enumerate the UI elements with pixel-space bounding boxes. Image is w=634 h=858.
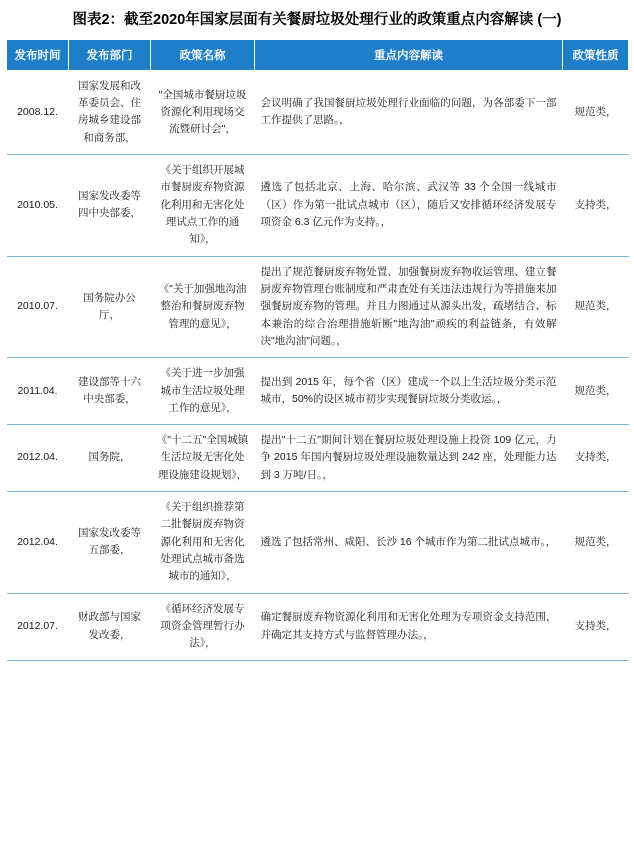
- cell-date: 2011.04.: [7, 358, 69, 425]
- cell-date: 2010.07.: [7, 256, 69, 358]
- table-body: [7, 70, 629, 660]
- cell-department: 国务院，: [69, 425, 151, 492]
- cell-department: 国家发展和改革委员会、住房城乡建设部和商务部，: [69, 70, 151, 154]
- cell-key-content: 提出"十二五"期间计划在餐厨垃圾处理设施上投资 109 亿元，力争 2015 年国内餐厨垃圾处理设施数量达到 242 座，处理能力达到 3 万吨/日。，: [255, 425, 563, 492]
- cell-policy-name: 《"关于加强地沟油整治和餐厨废弃物管理的意见》，: [151, 256, 255, 358]
- cell-policy-nature: 规范类，: [563, 358, 629, 425]
- cell-department: 国家发改委等四中央部委，: [69, 155, 151, 257]
- cell-date: 2012.04.: [7, 425, 69, 492]
- cell-policy-nature: 规范类，: [563, 256, 629, 358]
- cell-key-content: 会议明确了我国餐厨垃圾处理行业面临的问题，为各部委下一部工作提供了思路。，: [255, 70, 563, 154]
- cell-department: 财政部与国家发改委，: [69, 593, 151, 660]
- column-header-key-content: 重点内容解读: [255, 39, 563, 70]
- table-row: [7, 425, 629, 492]
- table-row: [7, 256, 629, 358]
- cell-policy-name: 《关于进一步加强城市生活垃圾处理工作的意见》，: [151, 358, 255, 425]
- cell-key-content: 确定餐厨废弃物资源化利用和无害化处理为专项资金支持范围，并确定其支持方式与监督管理办法。，: [255, 593, 563, 660]
- cell-department: 国家发改委等五部委，: [69, 492, 151, 594]
- page-title: 图表2：截至2020年国家层面有关餐厨垃圾处理行业的政策重点内容解读 (一): [72, 12, 562, 28]
- cell-policy-name: 《关于组织开展城市餐厨废弃物资源化利用和无害化处理试点工作的通知》，: [151, 155, 255, 257]
- policy-table: [6, 39, 629, 661]
- column-header-policy-nature: 政策性质: [563, 39, 629, 70]
- table-row: [7, 70, 629, 154]
- cell-date: 2012.07.: [7, 593, 69, 660]
- cell-department: 建设部等十六中央部委，: [69, 358, 151, 425]
- cell-key-content: 遴选了包括北京、上海、哈尔滨、武汉等 33 个全国一线城市（区）作为第一批试点城市（区），随后又安排循环经济发展专项资金 6.3 亿元作为支持。，: [255, 155, 563, 257]
- cell-policy-name: "全国城市餐厨垃圾资源化利用现场交流暨研讨会"，: [151, 70, 255, 154]
- table-header-row: [7, 39, 629, 70]
- cell-policy-name: 《循环经济发展专项资金管理暂行办法》，: [151, 593, 255, 660]
- cell-policy-nature: 规范类，: [563, 492, 629, 594]
- cell-date: 2010.05.: [7, 155, 69, 257]
- cell-policy-name: 《关于组织推荐第二批餐厨废弃物资源化利用和无害化处理试点城市备选城市的通知》，: [151, 492, 255, 594]
- table-row: [7, 155, 629, 257]
- column-header-date: 发布时间: [7, 39, 69, 70]
- cell-policy-nature: 支持类，: [563, 425, 629, 492]
- cell-key-content: 提出到 2015 年，每个省（区）建成一个以上生活垃圾分类示范城市，50%的设区城市初步实现餐厨垃圾分类收运。，: [255, 358, 563, 425]
- cell-policy-nature: 支持类，: [563, 155, 629, 257]
- table-header: [7, 39, 629, 70]
- table-row: [7, 593, 629, 660]
- cell-policy-nature: 规范类，: [563, 70, 629, 154]
- cell-policy-name: 《"十二五"全国城镇生活垃圾无害化处理设施建设规划》，: [151, 425, 255, 492]
- cell-date: 2008.12.: [7, 70, 69, 154]
- column-header-policy-name: 政策名称: [151, 39, 255, 70]
- cell-key-content: 提出了规范餐厨废弃物处置、加强餐厨废弃物收运管理、建立餐厨废弃物管理台账制度和严肃查处有关违法违规行为等措施来加强餐厨废弃物的管理。并且力图通过从源头出发，疏堵结合、标本兼治的综合治理措施斩断"地沟油"顽疾的利益链条，有效解决"地沟油"问题。，: [255, 256, 563, 358]
- cell-key-content: 遴选了包括常州、咸阳、长沙 16 个城市作为第二批试点城市。，: [255, 492, 563, 594]
- cell-date: 2012.04.: [7, 492, 69, 594]
- table-row: [7, 358, 629, 425]
- cell-policy-nature: 支持类，: [563, 593, 629, 660]
- column-header-department: 发布部门: [69, 39, 151, 70]
- cell-department: 国务院办公厅，: [69, 256, 151, 358]
- table-row: [7, 492, 629, 594]
